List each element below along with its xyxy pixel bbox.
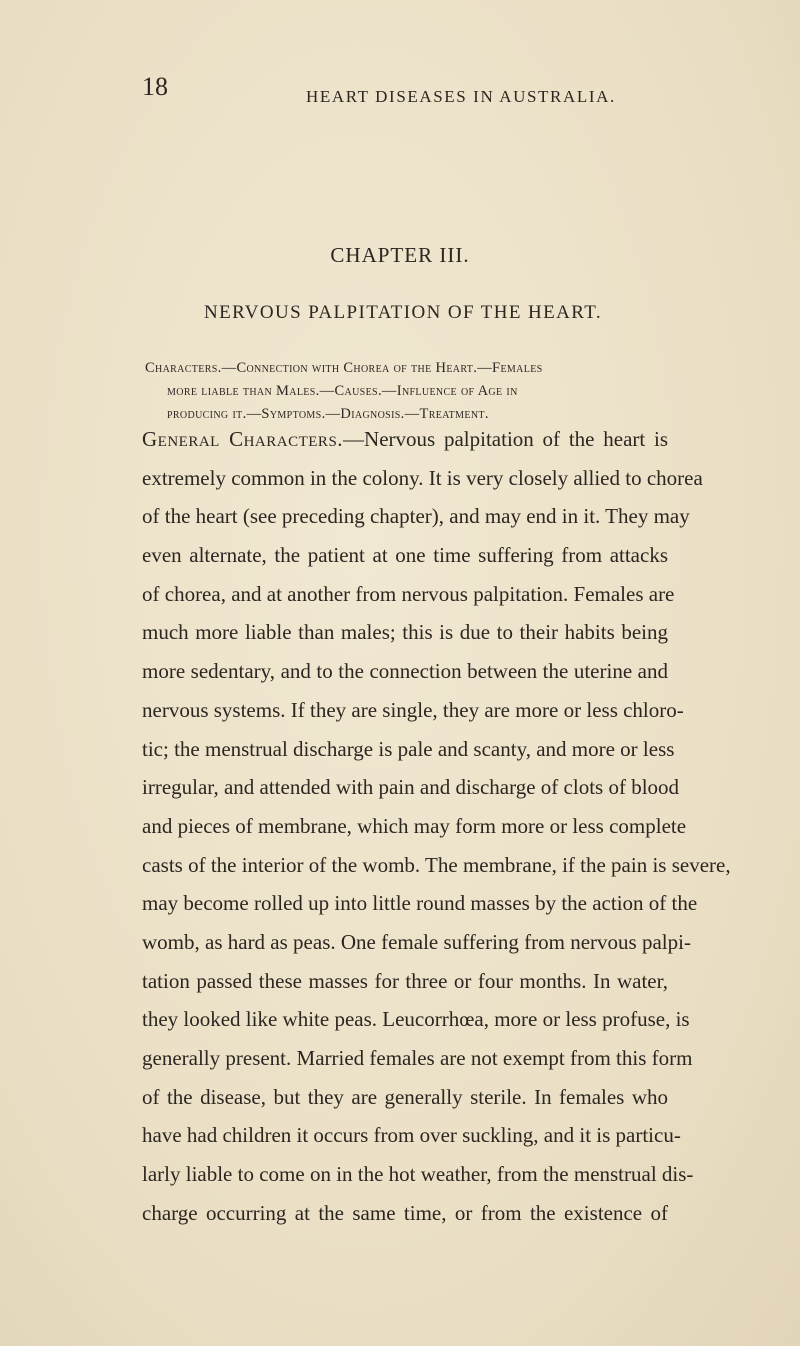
- text-line: irregular, and attended with pain and discharge of clots of blood: [142, 775, 680, 800]
- text-line: of the disease, but they are generally sterile. In females who: [142, 1084, 668, 1109]
- body-text: [142, 420, 731, 1232]
- text-line-rest: —Nervous palpitation of the heart is: [343, 427, 669, 451]
- text-line: may become rolled up into little round masses by the action of the: [142, 891, 698, 916]
- synopsis-line: producing it.—Symptoms.—Diagnosis.—Treatment.: [167, 406, 489, 422]
- chapter-synopsis: [145, 357, 665, 426]
- text-line: much more liable than males; this is due to their habits being: [142, 620, 668, 645]
- text-line: charge occurring at the same time, or from the existence of: [142, 1200, 668, 1225]
- text-line: larly liable to come on in the hot weather, from the menstrual dis-: [142, 1162, 694, 1187]
- text-line: [142, 420, 668, 459]
- synopsis-line: more liable than Males.—Causes.—Influence of Age in: [167, 383, 518, 399]
- text-line: womb, as hard as peas. One female suffering from nervous palpi-: [142, 929, 691, 954]
- text-line: they looked like white peas. Leucorrhœa, more or less profuse, is: [142, 1007, 690, 1032]
- lead-in: General Characters.: [142, 427, 344, 451]
- text-line: tation passed these masses for three or four months. In water,: [142, 968, 668, 993]
- text-line: of chorea, and at another from nervous palpitation. Females are: [142, 581, 675, 606]
- text-line: tic; the menstrual discharge is pale and scanty, and more or less: [142, 736, 675, 761]
- text-line: of the heart (see preceding chapter), and may end in it. They may: [142, 504, 690, 529]
- text-line: have had children it occurs from over suckling, and it is particu-: [142, 1123, 681, 1148]
- page-number: 18: [142, 72, 168, 101]
- text-line: nervous systems. If they are single, they are more or less chloro-: [142, 697, 684, 722]
- text-line: even alternate, the patient at one time suffering from attacks: [142, 543, 668, 568]
- chapter-title: CHAPTER III.: [330, 243, 470, 267]
- chapter-subtitle: NERVOUS PALPITATION OF THE HEART.: [204, 302, 602, 323]
- synopsis-line: Characters.—Connection with Chorea of the Heart.—Females: [145, 360, 543, 376]
- running-head: HEART DISEASES IN AUSTRALIA.: [306, 87, 616, 106]
- text-line: and pieces of membrane, which may form more or less complete: [142, 813, 687, 838]
- text-line: casts of the interior of the womb. The membrane, if the pain is severe,: [142, 852, 731, 877]
- text-line: extremely common in the colony. It is very closely allied to chorea: [142, 465, 703, 490]
- text-line: more sedentary, and to the connection between the uterine and: [142, 659, 668, 684]
- text-line: generally present. Married females are not exempt from this form: [142, 1046, 693, 1070]
